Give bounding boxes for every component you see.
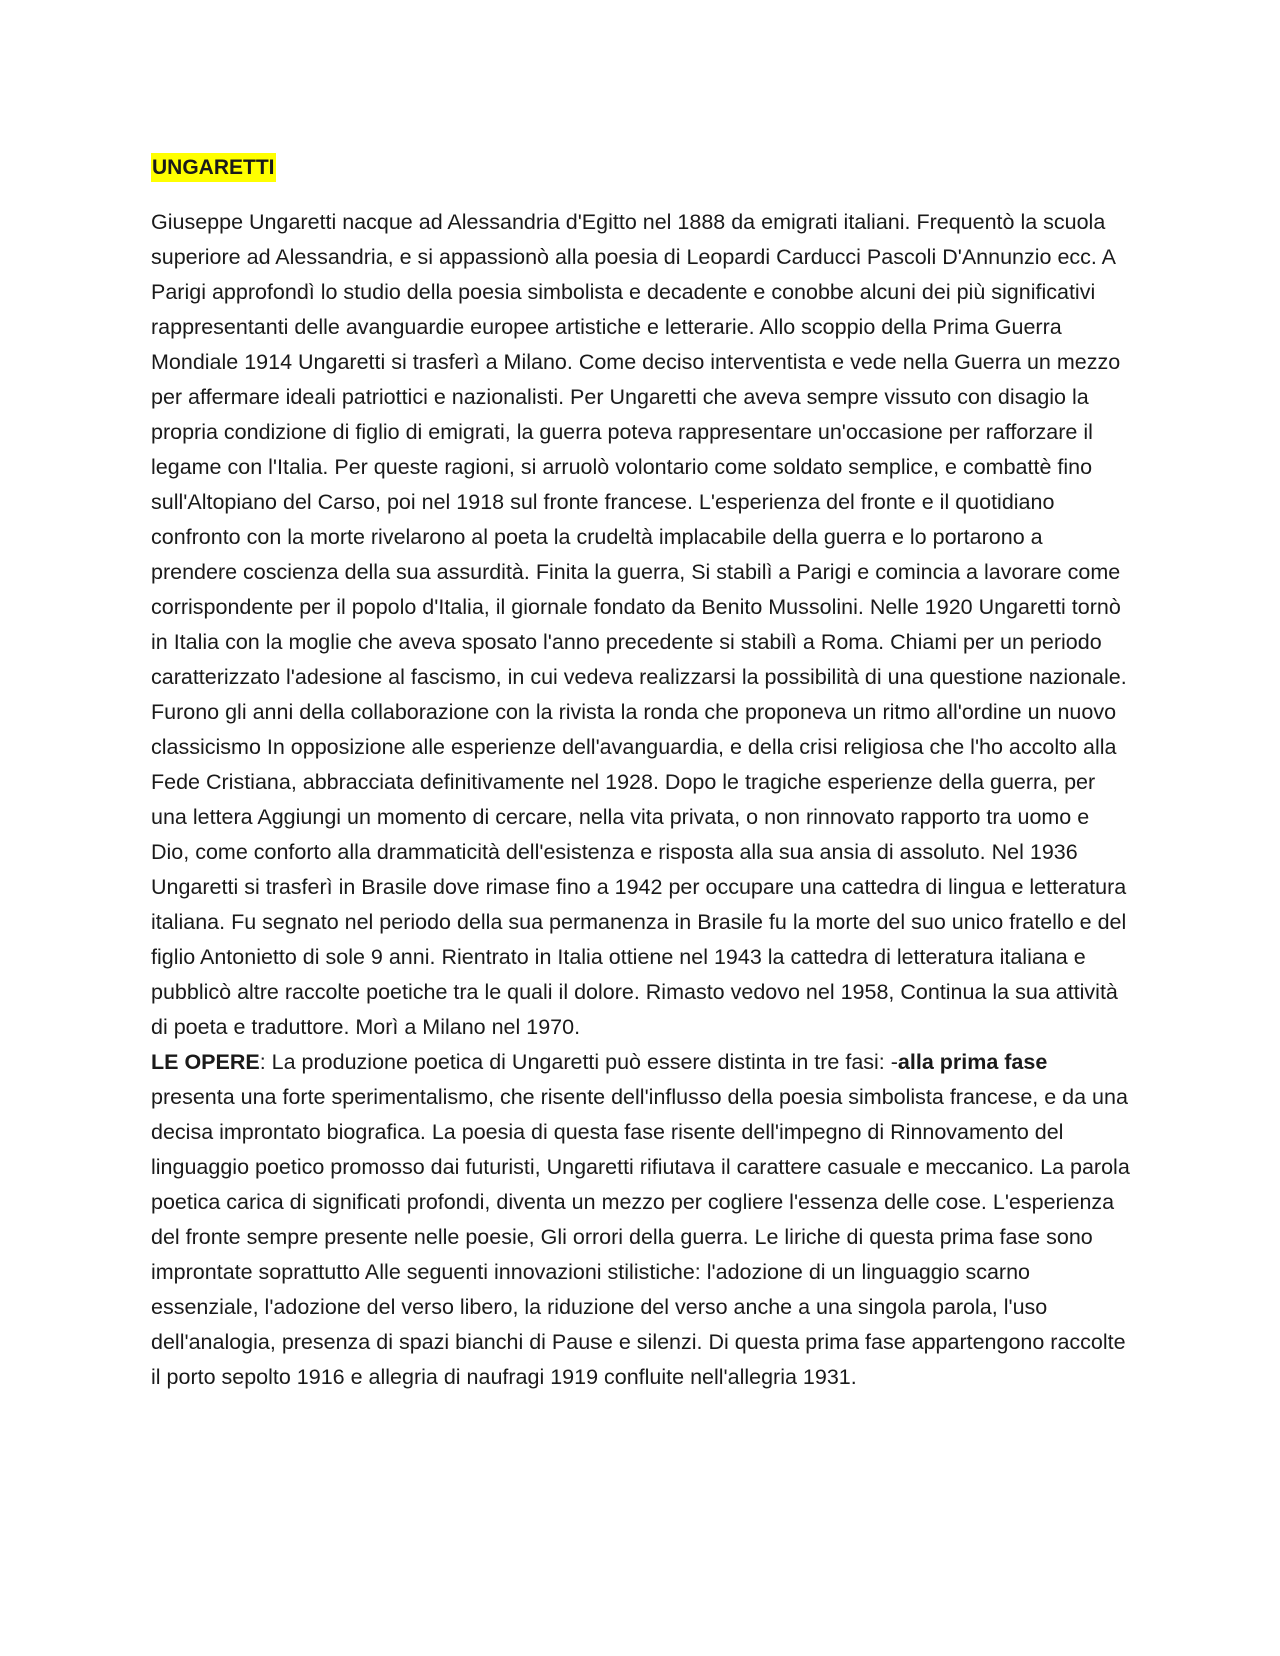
biography-paragraph: Giuseppe Ungaretti nacque ad Alessandria d'Egitto nel 1888 da emigrati italiani. Frequentò la scuola superiore ad Alessandria, e si appassionò alla poesia di Leopardi Carducci Pascoli D'Annunzio ecc. A Parigi approfondì lo studio della poesia simbolista e decadente e conobbe alcuni dei più significativi rappresentanti delle avanguardie europee artistiche e letterarie. Allo scoppio della Prima Guerra Mondiale 1914 Ungaretti si trasferì a Milano. Come deciso interventista e vede nella Guerra un mezzo per affermare ideali patriottici e nazionalisti. Per Ungaretti che aveva sempre vissuto con disagio la propria condizione di figlio di emigrati, la guerra poteva rappresentare un'occasione per rafforzare il legame con l'Italia. Per queste ragioni, si arruolò volontario come soldato semplice, e combattè fino sull'Altopiano del Carso, poi nel 1918 sul fronte francese. L'esperienza del fronte e il quotidiano confronto con la morte rivelarono al poeta la crudeltà implacabile della guerra e lo portarono a prendere coscienza della sua assurdità. Finita la guerra, Si stabilì a Parigi e comincia a lavorare come corrispondente per il popolo d'Italia, il giornale fondato da Benito Mussolini. Nelle 1920 Ungaretti tornò in Italia con la moglie che aveva sposato l'anno precedente si stabilì a Roma. Chiami per un periodo caratterizzato l'adesione al fascismo, in cui vedeva realizzarsi la possibilità di una questione nazionale. Furono gli anni della collaborazione con la rivista la ronda che proponeva un ritmo all'ordine un nuovo classicismo In opposizione alle esperienze dell'avanguardia, e della crisi religiosa che l'ho accolto alla Fede Cristiana, abbracciata definitivamente nel 1928. Dopo le tragiche esperienze della guerra, per una lettera Aggiungi un momento di cercare, nella vita privata, o non rinnovato rapporto tra uomo e Dio, come conforto alla drammaticità dell'esistenza e risposta alla sua ansia di assoluto. Nel 1936 Ungaretti si trasferì in Brasile dove rimase fino a 1942 per occupare una cattedra di lingua e letteratura italiana. Fu segnato nel periodo della sua permanenza in Brasile fu la morte del suo unico fratello e del figlio Antonietto di sole 9 anni. Rientrato in Italia ottiene nel 1943 la cattedra di letteratura italiana e pubblicò altre raccolte poetiche tra le quali il dolore. Rimasto vedovo nel 1958, Continua la sua attività di poeta e traduttore. Morì a Milano nel 1970. <box>151 210 1127 1039</box>
document-title <box>151 150 1131 185</box>
works-phase-label: alla prima fase <box>897 1050 1048 1074</box>
works-paragraph <box>151 1045 1131 1395</box>
works-body-text: presenta una forte sperimentalismo, che risente dell'influsso della poesia simbolista francese, e da una decisa improntato biografica. La poesia di questa fase risente dell'impegno di Rinnovamento del linguaggio poetico promosso dai futuristi, Ungaretti rifiutava il carattere casuale e meccanico. La parola poetica carica di significati profondi, diventa un mezzo per cogliere l'essenza delle cose. L'esperienza del fronte sempre presente nelle poesie, Gli orrori della guerra. Le liriche di questa prima fase sono improntate soprattutto Alle seguenti innovazioni stilistiche: l'adozione di un linguaggio scarno essenziale, l'adozione del verso libero, la riduzione del verso anche a una singola parola, l'uso dell'analogia, presenza di spazi bianchi di Pause e silenzi. Di questa prima fase appartengono raccolte il porto sepolto 1916 e allegria di naufragi 1919 confluite nell'allegria 1931. <box>151 1085 1130 1389</box>
works-intro-text: : La produzione poetica di Ungaretti può essere distinta in tre fasi: - <box>259 1050 898 1074</box>
document-page <box>151 150 1131 1395</box>
highlighted-title-text: UNGARETTI <box>151 153 276 182</box>
works-heading: LE OPERE <box>151 1050 260 1074</box>
